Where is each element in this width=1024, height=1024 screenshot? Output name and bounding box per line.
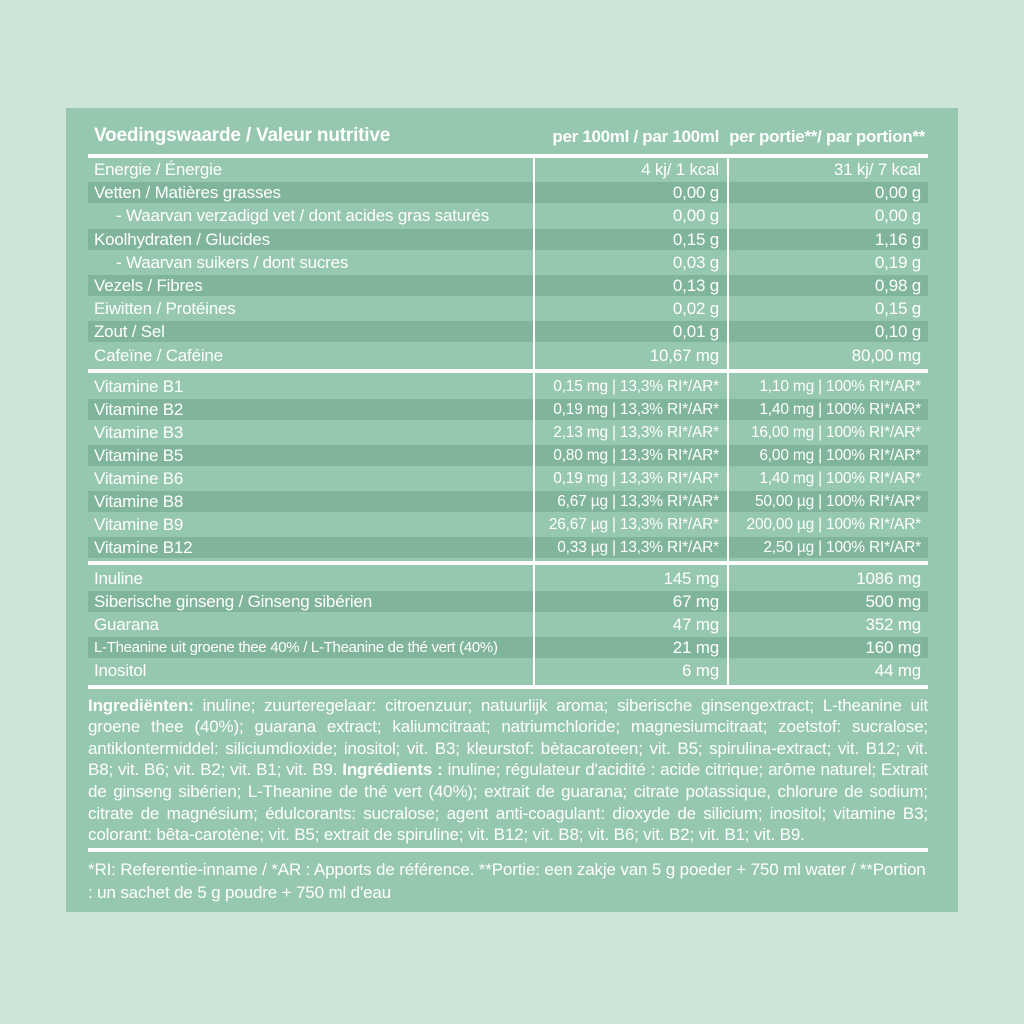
ingredients-label-nl: Ingrediënten: bbox=[88, 695, 194, 715]
table-row bbox=[88, 636, 928, 659]
row-label: Eiwitten / Protéines bbox=[94, 299, 236, 319]
table-row bbox=[88, 228, 928, 251]
value-per-100ml: 0,03 g bbox=[672, 252, 719, 272]
table-row bbox=[88, 251, 928, 274]
row-label: Vetten / Matières grasses bbox=[94, 183, 281, 203]
table-row bbox=[88, 659, 928, 682]
table-row bbox=[88, 320, 928, 343]
row-label: - Waarvan suikers / dont sucres bbox=[116, 252, 349, 272]
row-label: Vitamine B6 bbox=[94, 468, 184, 488]
table-row bbox=[88, 375, 928, 398]
panel-content bbox=[66, 108, 958, 912]
table-row bbox=[88, 297, 928, 320]
row-label: Koolhydraten / Glucides bbox=[94, 229, 270, 249]
value-per-portion: 500 mg bbox=[865, 591, 921, 611]
table-row bbox=[88, 613, 928, 636]
table-row bbox=[88, 158, 928, 181]
ingredients-text-nl: inuline; zuurteregelaar: citroenzuur; natuurlijk aroma; siberische ginsengextract; L-theanine uit groene thee (40%); guarana extract; kaliumcitraat; natriumchloride; magnesiumcitraat; zoetstof: sucralose; antiklontermiddel: siliciumdioxide; inositol; vit. B3; kleurstof: bètacaroteen; vit. B5; spirulina-extract; vit. B12; vit. B8; vit. B6; vit. B2; vit. B1; vit. B9. bbox=[88, 695, 928, 780]
row-label: Vitamine B2 bbox=[94, 399, 184, 419]
table-title: Voedingswaarde / Valeur nutritive bbox=[94, 125, 391, 146]
table-row bbox=[88, 444, 928, 467]
row-label: Vitamine B5 bbox=[94, 445, 184, 465]
table-row bbox=[88, 590, 928, 613]
table-row bbox=[88, 181, 928, 204]
value-per-100ml: 21 mg bbox=[672, 638, 719, 658]
table-row bbox=[88, 513, 928, 536]
table-row bbox=[88, 567, 928, 590]
value-per-100ml: 0,15 mg | 13,3% RI*/AR* bbox=[553, 377, 719, 395]
table-header bbox=[88, 108, 928, 154]
value-per-portion: 1,10 mg | 100% RI*/AR* bbox=[759, 377, 921, 395]
value-per-100ml: 0,01 g bbox=[672, 322, 719, 342]
value-per-100ml: 6,67 µg | 13,3% RI*/AR* bbox=[557, 492, 719, 510]
row-label: - Waarvan verzadigd vet / dont acides gras saturés bbox=[116, 206, 489, 226]
value-per-100ml: 145 mg bbox=[663, 568, 719, 588]
row-label: Vitamine B8 bbox=[94, 491, 184, 511]
separator-line-3 bbox=[88, 685, 928, 689]
value-per-portion: 80,00 mg bbox=[851, 345, 921, 365]
ingredients-label-fr: Ingrédients : bbox=[342, 760, 443, 780]
row-label: Siberische ginseng / Ginseng sibérien bbox=[94, 591, 372, 611]
table-row bbox=[88, 398, 928, 421]
row-label: Vezels / Fibres bbox=[94, 275, 203, 295]
value-per-portion: 352 mg bbox=[865, 615, 921, 635]
table-row bbox=[88, 421, 928, 444]
ingredients-text-fr: inuline; régulateur d'acidité : acide citrique; arôme naturel; Extrait de ginseng sibérien; L-Theanine de thé vert (40%); extrait de guarana; citrate potassique, chlorure de sodium; citrate de magnésium; édulcorants: sucralose; agent anti-coagulant: dioxyde de silicium; inositol; vitamine B3; colorant: bêta-carotène; vit. B5; extrait de spiruline; vit. B12; vit. B8; vit. B6; vit. B2; vit. B1; vit. B9. bbox=[88, 760, 929, 845]
value-per-portion: 16,00 mg | 100% RI*/AR* bbox=[750, 423, 921, 441]
value-per-100ml: 0,00 g bbox=[672, 206, 719, 226]
value-per-100ml: 10,67 mg bbox=[649, 345, 719, 365]
value-per-portion: 2,50 µg | 100% RI*/AR* bbox=[763, 538, 921, 556]
value-per-portion: 1086 mg bbox=[856, 568, 921, 588]
column-header-per-portion: per portie**/ par portion** bbox=[729, 127, 925, 146]
value-per-100ml: 0,15 g bbox=[672, 229, 719, 249]
value-per-portion: 1,40 mg | 100% RI*/AR* bbox=[759, 400, 921, 418]
value-per-portion: 31 kj/ 7 kcal bbox=[833, 160, 921, 179]
value-per-100ml: 47 mg bbox=[672, 615, 719, 635]
separator-line-2 bbox=[88, 561, 928, 565]
value-per-portion: 44 mg bbox=[874, 661, 921, 681]
table-section-macronutrients bbox=[88, 158, 928, 367]
value-per-100ml: 0,80 mg | 13,3% RI*/AR* bbox=[553, 446, 719, 464]
value-per-portion: 1,16 g bbox=[874, 229, 921, 249]
nutrition-panel bbox=[66, 108, 958, 912]
ingredients-paragraph bbox=[88, 695, 928, 846]
table-row bbox=[88, 536, 928, 559]
table-row bbox=[88, 344, 928, 367]
value-per-100ml: 0,19 mg | 13,3% RI*/AR* bbox=[553, 400, 719, 418]
value-per-100ml: 2,13 mg | 13,3% RI*/AR* bbox=[553, 423, 719, 441]
table-row bbox=[88, 204, 928, 227]
value-per-100ml: 26,67 µg | 13,3% RI*/AR* bbox=[548, 515, 719, 533]
value-per-100ml: 0,33 µg | 13,3% RI*/AR* bbox=[557, 538, 719, 556]
value-per-100ml: 67 mg bbox=[672, 591, 719, 611]
value-per-100ml: 0,00 g bbox=[672, 183, 719, 203]
table-section-actives bbox=[88, 567, 928, 683]
separator-line-footnote bbox=[88, 848, 928, 852]
table-row bbox=[88, 490, 928, 513]
row-label: L-Theanine uit groene thee 40% / L-Theanine de thé vert (40%) bbox=[94, 639, 498, 657]
value-per-portion: 200,00 µg | 100% RI*/AR* bbox=[746, 515, 921, 533]
value-per-100ml: 4 kj/ 1 kcal bbox=[641, 160, 719, 179]
value-per-portion: 6,00 mg | 100% RI*/AR* bbox=[759, 446, 921, 464]
value-per-portion: 0,00 g bbox=[874, 206, 921, 226]
value-per-portion: 50,00 µg | 100% RI*/AR* bbox=[754, 492, 921, 510]
value-per-portion: 0,10 g bbox=[874, 322, 921, 342]
footnote-text: *RI: Referentie-inname / *AR : Apports de référence. **Portie: een zakje van 5 g poeder + 750 ml water / **Portion : un sachet de 5 g poudre + 750 ml d'eau bbox=[88, 859, 926, 902]
table-section-vitamins bbox=[88, 375, 928, 559]
value-per-100ml: 6 mg bbox=[682, 661, 719, 681]
row-label: Vitamine B3 bbox=[94, 422, 184, 442]
row-label: Inuline bbox=[94, 568, 143, 588]
column-divider-2 bbox=[727, 158, 729, 686]
row-label: Guarana bbox=[94, 615, 159, 635]
column-header-per-100ml: per 100ml / par 100ml bbox=[552, 127, 719, 146]
value-per-portion: 160 mg bbox=[865, 638, 921, 658]
value-per-100ml: 0,13 g bbox=[672, 275, 719, 295]
value-per-100ml: 0,02 g bbox=[672, 299, 719, 319]
row-label: Inositol bbox=[94, 661, 147, 681]
separator-line-1 bbox=[88, 369, 928, 373]
row-label: Energie / Énergie bbox=[94, 160, 222, 179]
row-label: Cafeïne / Caféine bbox=[94, 345, 223, 365]
value-per-portion: 0,00 g bbox=[874, 183, 921, 203]
table-row bbox=[88, 274, 928, 297]
value-per-portion: 1,40 mg | 100% RI*/AR* bbox=[759, 469, 921, 487]
value-per-portion: 0,15 g bbox=[874, 299, 921, 319]
column-divider-1 bbox=[533, 158, 535, 686]
row-label: Vitamine B1 bbox=[94, 376, 184, 396]
row-label: Vitamine B9 bbox=[94, 514, 184, 534]
value-per-portion: 0,19 g bbox=[874, 252, 921, 272]
value-per-portion: 0,98 g bbox=[874, 275, 921, 295]
row-label: Vitamine B12 bbox=[94, 537, 193, 557]
row-label: Zout / Sel bbox=[94, 322, 165, 342]
table-row bbox=[88, 467, 928, 490]
value-per-100ml: 0,19 mg | 13,3% RI*/AR* bbox=[553, 469, 719, 487]
